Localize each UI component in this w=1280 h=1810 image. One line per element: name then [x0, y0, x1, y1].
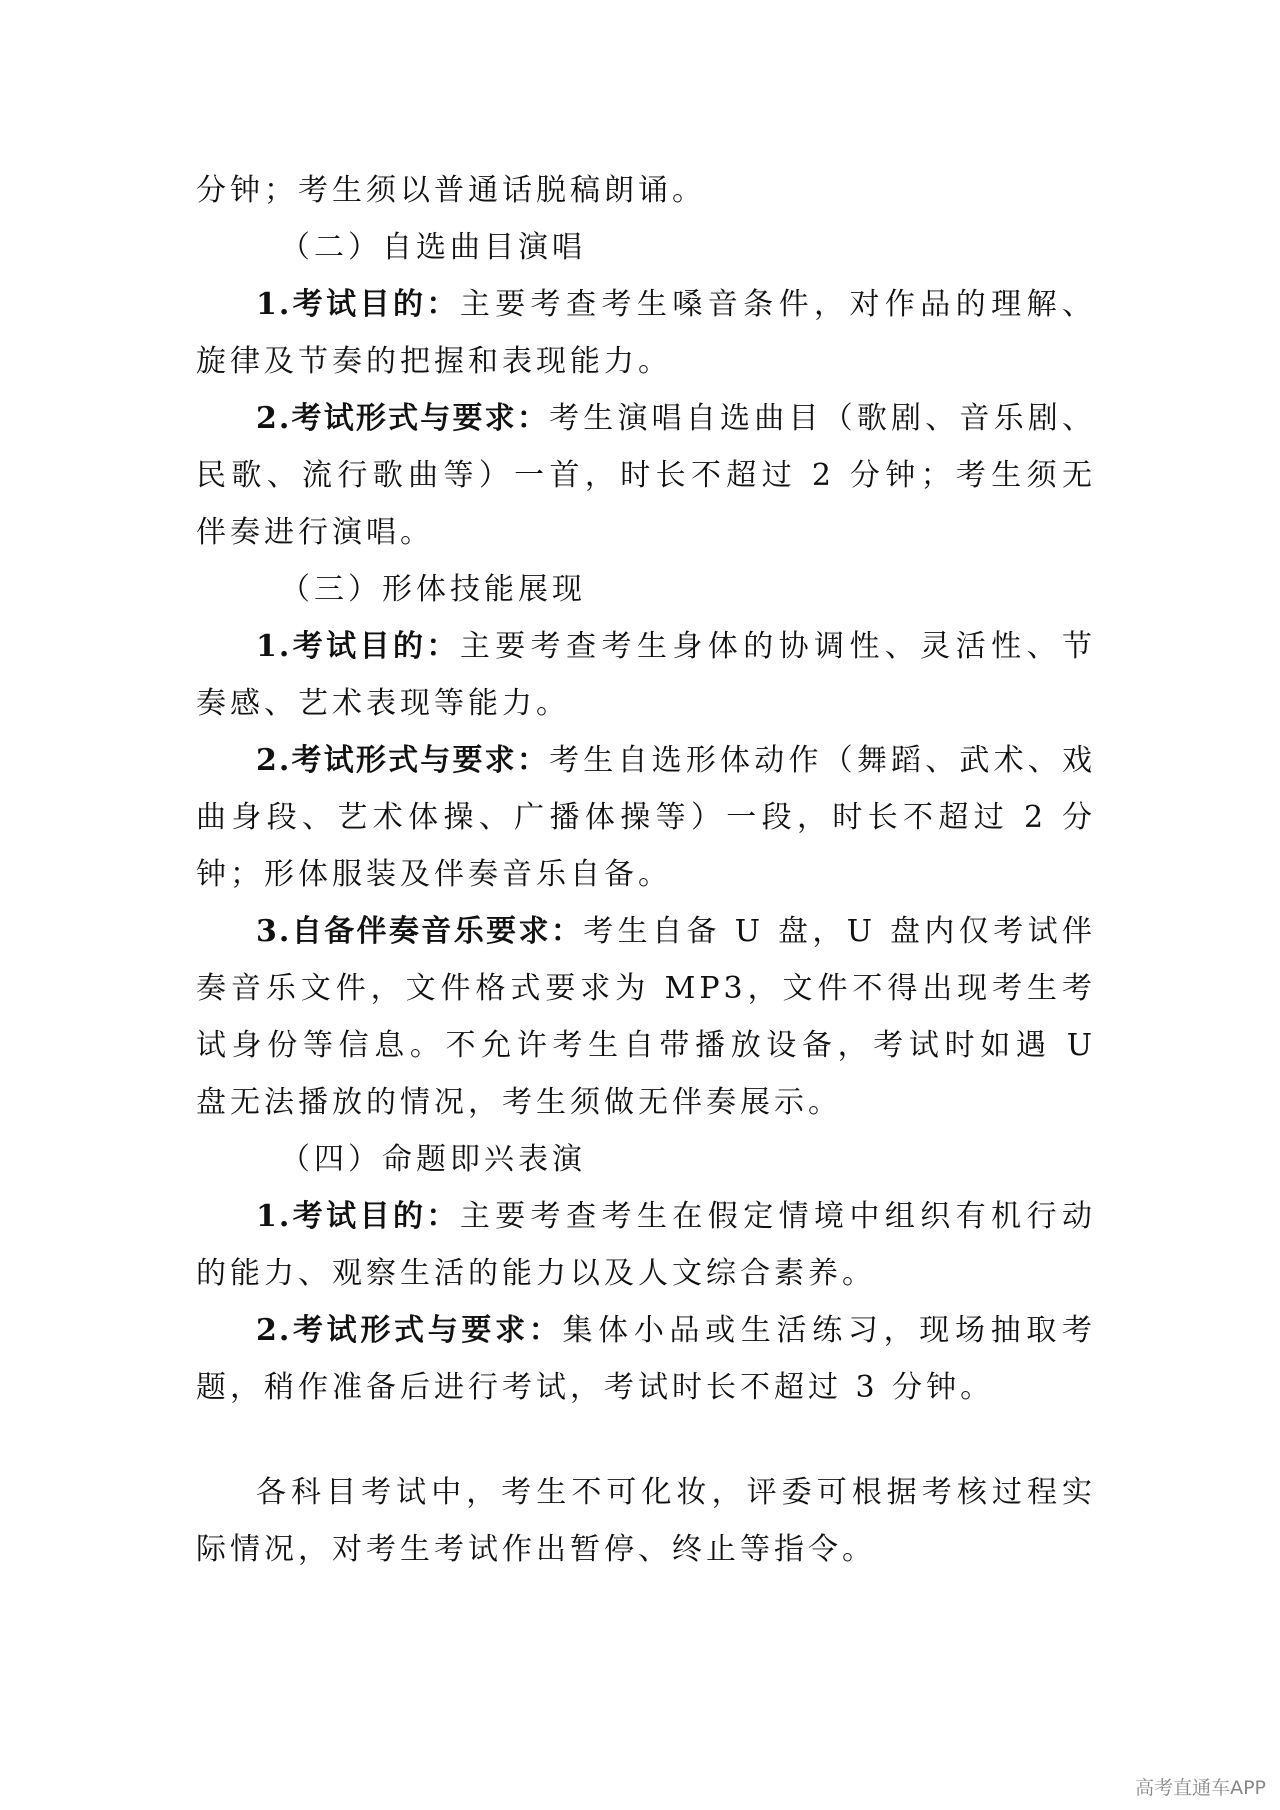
section-3-item-1 [196, 618, 1096, 732]
section-3-item-2 [196, 732, 1096, 903]
item-text: 考生演唱自选曲目（歌剧、音乐剧、民歌、流行歌曲等）一首，时长不超过 2 分钟；考生须无伴奏进行演唱。 [196, 401, 1096, 550]
item-text: 主要考查考生在假定情境中组织有机行动的能力、观察生活的能力以及人文综合素养。 [196, 1199, 1096, 1291]
closing-paragraph: 各科目考试中，考生不可化妆，评委可根据考核过程实际情况，对考生考试作出暂停、终止等指令。 [196, 1475, 1096, 1567]
item-text: 主要考查考生嗓音条件，对作品的理解、旋律及节奏的把握和表现能力。 [196, 287, 1096, 379]
section-2-item-1 [196, 276, 1096, 390]
item-label: 2.考试形式与要求： [256, 1313, 563, 1348]
section-heading-2: （二）自选曲目演唱 [280, 230, 586, 265]
item-text: 集体小品或生活练习，现场抽取考题，稍作准备后进行考试，考试时长不超过 3 分钟。 [196, 1313, 1096, 1405]
item-text: 考生自备 U 盘，U 盘内仅考试伴奏音乐文件，文件格式要求为 MP3，文件不得出现考生考试身份等信息。不允许考生自带播放设备，考试时如遇 U 盘无法播放的情况，考生须做无伴奏展示。 [196, 914, 1096, 1120]
item-label: 2.考试形式与要求： [256, 401, 550, 436]
item-label: 1.考试目的： [256, 629, 460, 664]
section-4-item-2 [196, 1302, 1096, 1416]
continued-paragraph: 分钟；考生须以普通话脱稿朗诵。 [196, 173, 706, 208]
item-label: 1.考试目的： [256, 1199, 460, 1234]
section-heading-4: （四）命题即兴表演 [280, 1142, 586, 1177]
watermark: 高考直通车APP [1135, 1777, 1266, 1799]
section-3-item-3 [196, 903, 1096, 1131]
section-heading-3: （三）形体技能展现 [280, 572, 586, 607]
item-label: 1.考试目的： [256, 287, 460, 322]
section-4-item-1 [196, 1188, 1096, 1302]
item-text: 主要考查考生身体的协调性、灵活性、节奏感、艺术表现等能力。 [196, 629, 1096, 721]
paragraph-gap [196, 1416, 1096, 1464]
document-body [196, 162, 1096, 1578]
section-2-item-2 [196, 390, 1096, 561]
item-text: 考生自选形体动作（舞蹈、武术、戏曲身段、艺术体操、广播体操等）一段，时长不超过 2 分钟；形体服装及伴奏音乐自备。 [196, 743, 1096, 892]
item-label: 3.自备伴奏音乐要求： [256, 914, 584, 949]
item-label: 2.考试形式与要求： [256, 743, 550, 778]
